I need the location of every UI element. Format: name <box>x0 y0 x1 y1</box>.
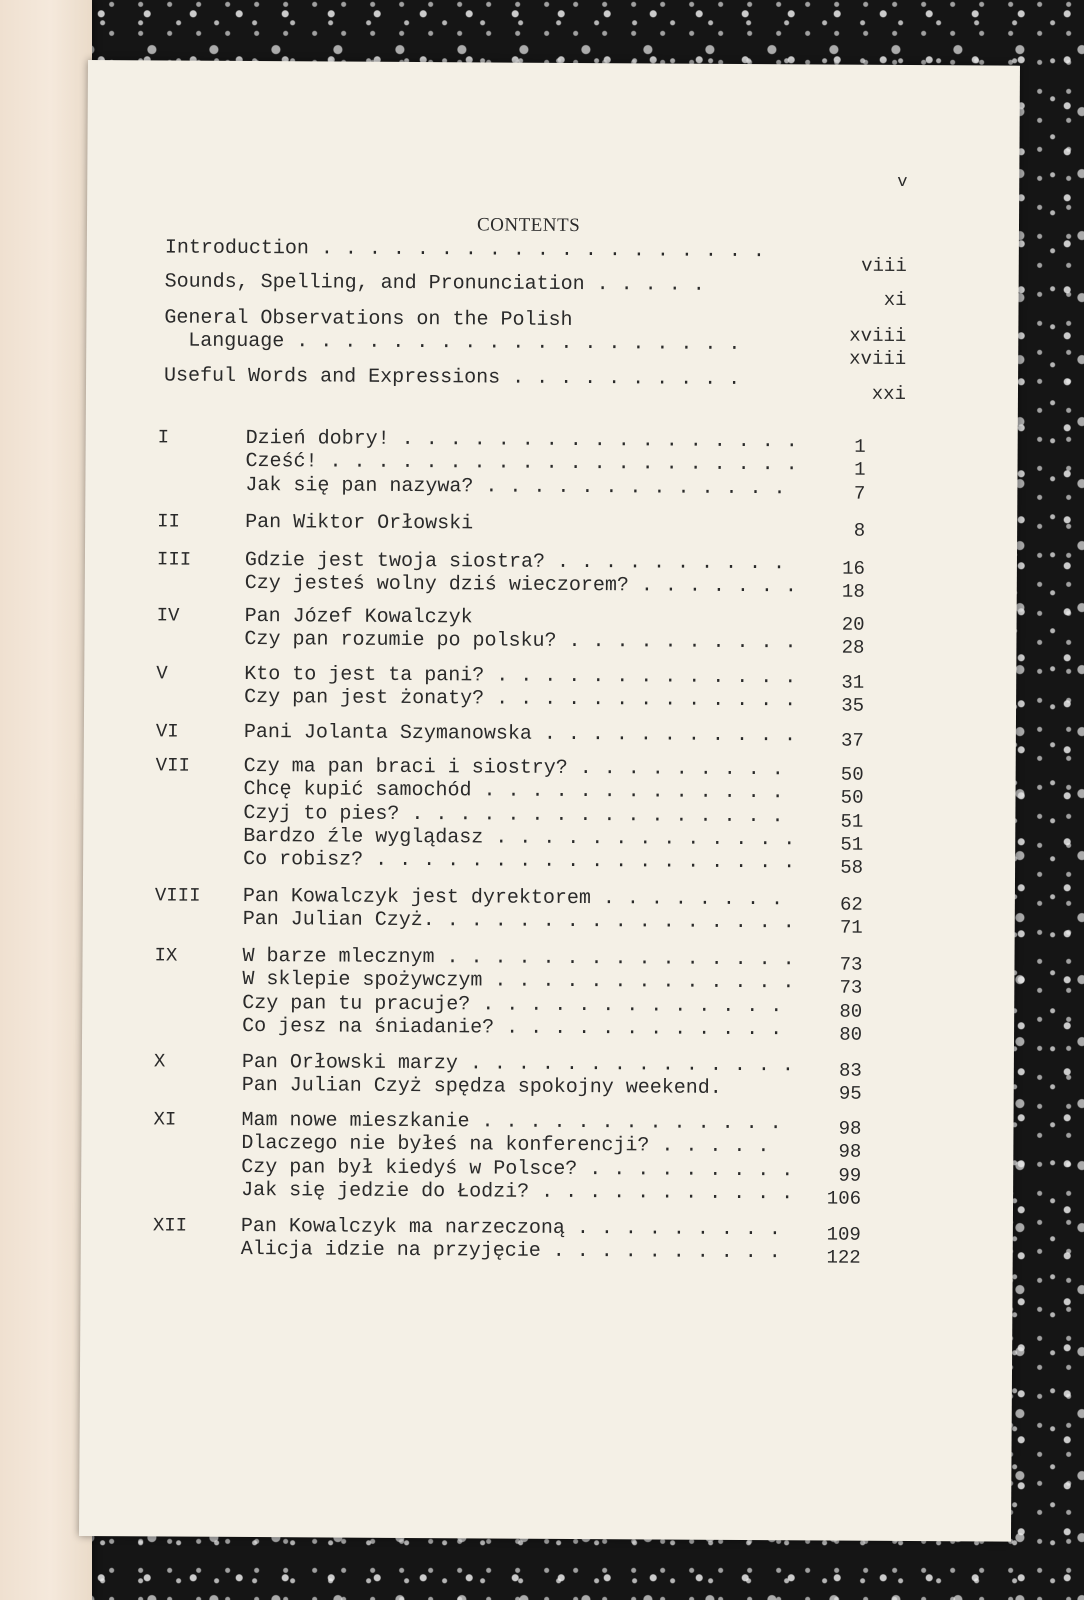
toc-page-number: 109 <box>826 1223 861 1246</box>
toc-entry-title: Pan Julian Czyż. . . . . . . . . . . . . . . . <box>242 908 795 935</box>
toc-page-number: 80 <box>839 1023 863 1046</box>
toc-front-matter-line: Introduction . . . . . . . . . . . . . . . . . . . <box>164 236 766 264</box>
toc-page-number: 83 <box>838 1059 862 1082</box>
book-cover-edge <box>0 0 92 1600</box>
toc-page-number: 71 <box>839 916 863 940</box>
toc-page-number: viii <box>861 254 907 278</box>
chapter-number: VIII <box>154 884 201 907</box>
toc-entry-title: Co robisz? . . . . . . . . . . . . . . . . . . <box>243 848 796 875</box>
toc-entry-title: Jak się jedzie do Łodzi? . . . . . . . . . . . <box>241 1178 794 1206</box>
toc-entry-title: Czy pan rozumie po polsku? . . . . . . . . . . <box>244 628 797 655</box>
toc-page-number: 35 <box>841 694 865 718</box>
toc-entry-title: Czy pan był kiedyś w Polsce? . . . . . . . . . <box>241 1155 794 1182</box>
chapter-number: X <box>153 1050 166 1073</box>
toc-page-number: 1 <box>854 435 866 458</box>
chapter-number: IX <box>154 944 178 967</box>
toc-page-number: 51 <box>840 833 864 856</box>
toc-page-number: 28 <box>841 636 865 660</box>
toc-page-number: 7 <box>853 482 866 505</box>
toc-entry-title: Dzień dobry! . . . . . . . . . . . . . . . . . <box>245 426 798 454</box>
chapter-number: VI <box>155 720 179 743</box>
toc-front-matter-line: Sounds, Spelling, and Pronunciation . . . . . <box>164 270 705 297</box>
toc-page-number: 20 <box>841 613 865 636</box>
toc-entry-title: Jak się pan nazywa? . . . . . . . . . . . . . <box>245 473 786 500</box>
toc-page-number: 50 <box>840 786 864 810</box>
toc-entry-title: Dlaczego nie byłeś na konferencji? . . . . . <box>241 1132 770 1159</box>
toc-page-number: xi <box>883 288 907 312</box>
toc-entry-title: Pan Wiktor Orłowski <box>245 510 474 536</box>
toc-front-matter-line: General Observations on the Polish <box>164 306 573 332</box>
toc-page-number: xxi <box>871 382 907 406</box>
chapter-number: V <box>156 662 168 685</box>
chapter-number: XII <box>152 1214 188 1237</box>
toc-entry-title: Alicja idzie na przyjęcie . . . . . . . . . . <box>240 1238 781 1265</box>
toc-entry-title: Czy ma pan braci i siostry? . . . . . . . . . <box>243 754 784 782</box>
toc-page-number: 98 <box>838 1117 862 1140</box>
toc-entry-title: Czy pan jest żonaty? . . . . . . . . . . . . . <box>244 686 797 713</box>
toc-entry-title: Czy jesteś wolny dziś wieczorem? . . . . . . . <box>244 572 797 599</box>
chapter-number: VII <box>155 754 190 777</box>
toc-entry-title: W barze mlecznym . . . . . . . . . . . . . . . <box>242 944 795 972</box>
chapter-number: IV <box>156 604 180 627</box>
toc-front-matter-line: Language . . . . . . . . . . . . . . . . . . . <box>164 329 741 357</box>
chapter-number: XI <box>153 1108 177 1131</box>
toc-entry-title: Mam nowe mieszkanie . . . . . . . . . . . . . <box>241 1108 782 1136</box>
toc-entry-title: Czyj to pies? . . . . . . . . . . . . . . . . <box>243 801 784 828</box>
toc-page-number: 18 <box>841 580 865 604</box>
toc-page-number: 58 <box>840 856 864 879</box>
toc-page-number: 98 <box>838 1140 862 1164</box>
toc-page-number: 8 <box>853 519 866 542</box>
toc-page-number: xviii <box>849 347 907 371</box>
toc-page-number: 16 <box>842 557 865 580</box>
toc-page-number: 106 <box>826 1187 862 1210</box>
toc-entry-title: Bardzo źle wyglądasz . . . . . . . . . . . . . <box>243 824 796 852</box>
chapter-number: I <box>157 426 170 449</box>
toc-page-number: 80 <box>839 1000 863 1023</box>
toc-entry-title: Pan Józef Kowalczyk <box>244 604 473 630</box>
toc-entry-title: Pani Jolanta Szymanowska . . . . . . . . . . . <box>243 720 797 748</box>
toc-entry-title: Czy pan tu pracuje? . . . . . . . . . . . . . <box>242 991 783 1018</box>
toc-page-number: xviii <box>849 324 907 348</box>
toc-page-number: 99 <box>838 1164 862 1187</box>
toc-page-number: 51 <box>840 810 864 833</box>
toc-page-number: 122 <box>826 1246 861 1270</box>
toc-page-number: 1 <box>854 458 866 482</box>
toc-page-number: 95 <box>838 1082 862 1106</box>
toc-page-number: 50 <box>840 763 864 786</box>
toc-entry-title: Chcę kupić samochód . . . . . . . . . . . . . <box>243 778 784 805</box>
page-number: v <box>897 172 908 193</box>
toc-page-number: 31 <box>841 671 865 694</box>
toc-entry-title: Cześć! . . . . . . . . . . . . . . . . . . . . <box>245 450 798 477</box>
book-page <box>79 60 1020 1542</box>
toc-page-number: 73 <box>839 953 863 976</box>
chapter-number: II <box>157 510 181 533</box>
toc-page-number: 73 <box>839 976 863 1000</box>
toc-entry-title: Kto to jest ta pani? . . . . . . . . . . . . . <box>244 662 797 690</box>
toc-entry-title: Pan Kowalczyk ma narzeczoną . . . . . . . . . <box>240 1214 782 1242</box>
toc-entry-title: Pan Julian Czyż spędza spokojny weekend. <box>241 1074 722 1101</box>
toc-entry-title: Co jesz na śniadanie? . . . . . . . . . . . . <box>242 1014 783 1042</box>
toc-entry-title: W sklepie spożywczym . . . . . . . . . . . . . <box>242 968 795 995</box>
contents-title: CONTENTS <box>476 214 581 237</box>
chapter-number: III <box>156 548 192 571</box>
toc-entry-title: Pan Orłowski marzy . . . . . . . . . . . . . . <box>241 1050 795 1078</box>
toc-front-matter-line: Useful Words and Expressions . . . . . . . . . . <box>164 364 741 391</box>
toc-entry-title: Gdzie jest twoja siostra? . . . . . . . . . . <box>244 548 786 576</box>
toc-page-number: 62 <box>839 893 863 916</box>
toc-page-number: 37 <box>840 729 864 752</box>
toc-entry-title: Pan Kowalczyk jest dyrektorem . . . . . . . . <box>242 884 784 912</box>
